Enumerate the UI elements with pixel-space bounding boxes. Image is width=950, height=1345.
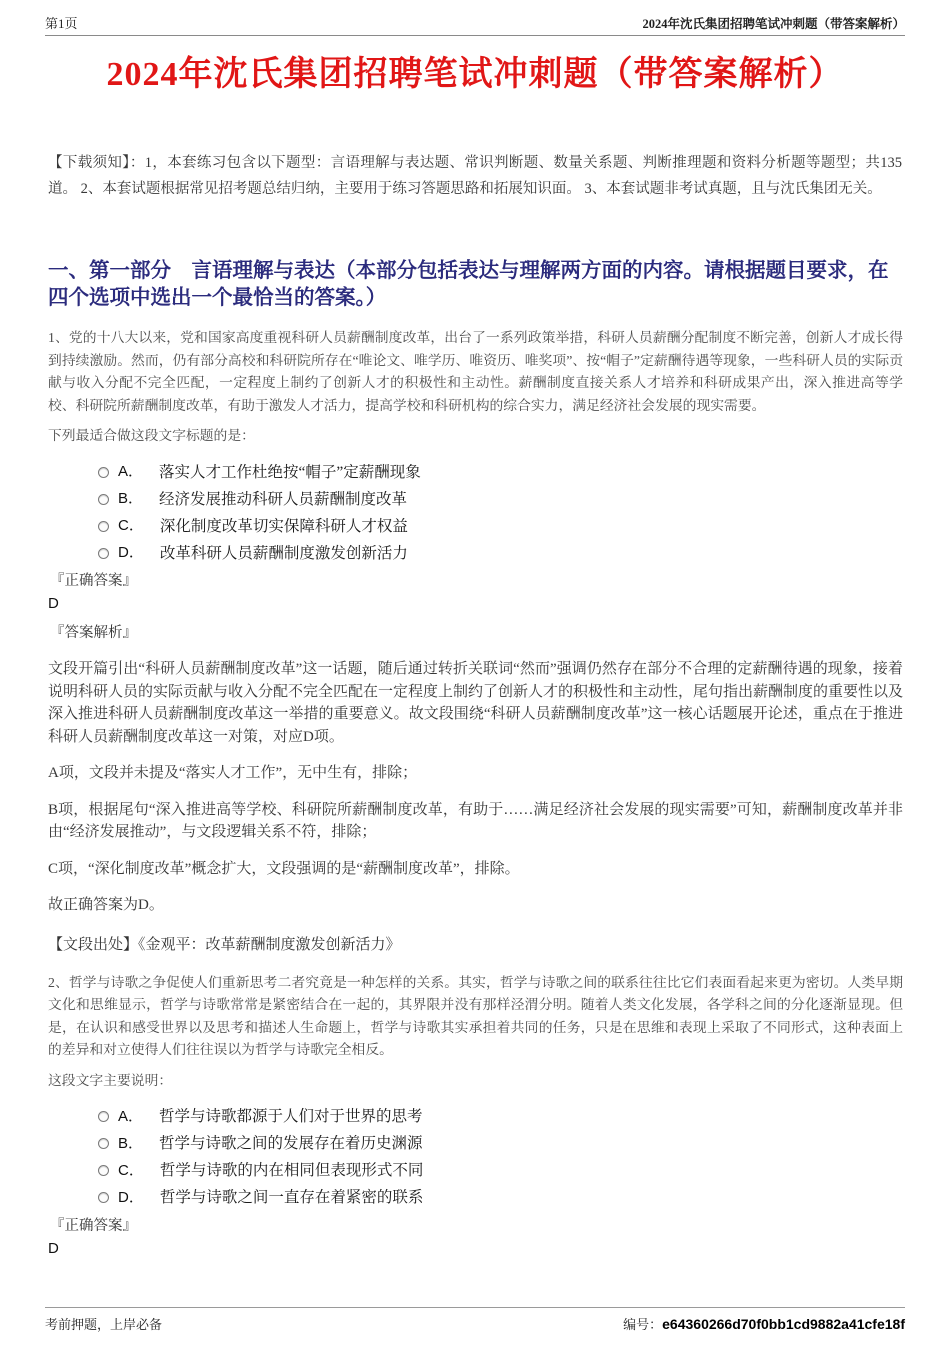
correct-answer-value: D xyxy=(48,1239,59,1257)
page-header xyxy=(45,13,905,36)
question-2-option-b[interactable] xyxy=(98,1129,950,1156)
correct-answer-label: 『正确答案』 xyxy=(50,573,137,589)
option-text: 哲学与诗歌之间一直存在着紧密的联系 xyxy=(159,1189,424,1206)
passage-source: 【文段出处】《金观平：改革薪酬制度激发创新活力》 xyxy=(48,936,401,953)
option-text: 哲学与诗歌之间的发展存在着历史渊源 xyxy=(159,1135,423,1152)
option-letter: B． xyxy=(118,490,144,507)
radio-button-icon[interactable] xyxy=(98,1192,109,1203)
question-1-options xyxy=(98,457,950,565)
download-notice: 【下载须知】：1，本套练习包含以下题型：言语理解与表达题、常识判断题、数量关系题、判断推理题和资料分析题等题型；共135道。 2、本套试题根据常见招考题总结归纳，主要用于练习答题思路和拓展知识面。 3、本套试题非考试真题，且与沈氏集团无关。 xyxy=(48,155,902,197)
question-2-option-c[interactable] xyxy=(98,1156,950,1183)
question-1-body: 1、党的十八大以来，党和国家高度重视科研人员薪酬制度改革，出台了一系列政策举措，科研人员薪酬分配制度不断完善，创新人才成长得到持续激励。然而，仍有部分高校和科研院所存在“唯论文、唯学历、唯资历、唯奖项”、按“帽子”定薪酬待遇等现象，一些科研人员的实际贡献与收入分配不完全匹配，一定程度上制约了创新人才的积极性和主动性。薪酬制度直接关系人才培养和科研成果产出，深入推进高等学校、科研院所薪酬制度改革，有助于激发人才活力，提高学校和科研机构的综合实力，满足经济社会发展的现实需要。 xyxy=(48,330,903,413)
option-text: 深化制度改革切实保障科研人才权益 xyxy=(159,517,408,535)
footer-slogan: 考前押题，上岸必备 xyxy=(45,1317,163,1332)
option-letter: C． xyxy=(118,1161,144,1179)
question-2-body: 2、哲学与诗歌之争促使人们重新思考二者究竟是一种怎样的关系。其实，哲学与诗歌之间的联系往往比它们表面看起来更为密切。人类早期文化和思维显示，哲学与诗歌常常是紧密结合在一起的，其界限并没有那样泾渭分明。随着人类文化发展，各学科之间的分化逐渐显现。但是，在认识和感受世界以及思考和描述人生命题上，哲学与诗歌其实承担着共同的任务，只是在思维和表现上采取了不同形式，这种表面上的差异和对立使得人们往往误以为哲学与诗歌完全相反。 xyxy=(48,974,903,1057)
question-2-stem: 这段文字主要说明： xyxy=(48,1072,173,1088)
option-text: 哲学与诗歌都源于人们对于世界的思考 xyxy=(159,1108,423,1125)
option-letter: A． xyxy=(118,1107,144,1125)
question-1-stem: 下列最适合做这段文字标题的是： xyxy=(48,428,255,443)
option-letter: C． xyxy=(118,517,144,534)
radio-button-icon[interactable] xyxy=(98,467,109,478)
correct-answer-value: D xyxy=(48,595,59,612)
question-2-options xyxy=(98,1102,950,1210)
section-heading: 一、第一部分 言语理解与表达（本部分包括表达与理解两方面的内容。请根据题目要求，在四个选项中选出一个最恰当的答案。） xyxy=(48,260,889,309)
header-doc-title: 2024年沈氏集团招聘笔试冲刺题（带答案解析） xyxy=(642,17,905,31)
option-text: 改革科研人员薪酬制度激发创新活力 xyxy=(159,544,408,562)
question-1-option-c[interactable] xyxy=(98,511,950,538)
footer-serial xyxy=(623,1314,905,1333)
option-letter: B． xyxy=(118,1134,144,1152)
footer-serial-label: 编号： xyxy=(623,1317,663,1332)
analysis-paragraph: A项，文段并未提及“落实人才工作”，无中生有，排除； xyxy=(48,765,418,781)
option-letter: D． xyxy=(118,1188,144,1206)
question-2-option-d[interactable] xyxy=(98,1183,950,1210)
option-letter: A． xyxy=(118,463,144,480)
analysis-paragraph: 文段开篇引出“科研人员薪酬制度改革”这一话题，随后通过转折关联词“然而”强调仍然存在部分不合理的定薪酬待遇的现象，接着说明科研人员的实际贡献与收入分配不完全匹配在一定程度上制约了创新人才的积极性和主动性，尾句指出薪酬制度的重要性以及深入推进科研人员薪酬制度改革这一举措的重要意义。故文段围绕“科研人员薪酬制度改革”这一核心话题展开论述，重点在于推进科研人员薪酬制度改革这一对策，对应D项。 xyxy=(48,661,904,745)
question-1 xyxy=(0,327,950,956)
footer-serial-code: e64360266d70f0bb1cd9882a41cfe18f xyxy=(662,1316,905,1332)
question-2 xyxy=(0,972,950,1259)
radio-button-icon[interactable] xyxy=(98,1165,109,1176)
option-letter: D． xyxy=(118,544,144,561)
page-footer xyxy=(45,1307,905,1333)
analysis-paragraph: C项，“深化制度改革”概念扩大，文段强调的是“薪酬制度改革”，排除。 xyxy=(48,860,520,877)
radio-button-icon[interactable] xyxy=(98,521,109,532)
question-1-option-a[interactable] xyxy=(98,457,950,484)
page-number: 第1页 xyxy=(45,16,78,31)
question-2-option-a[interactable] xyxy=(98,1102,950,1129)
option-text: 落实人才工作杜绝按“帽子”定薪酬现象 xyxy=(159,463,421,481)
question-1-option-b[interactable] xyxy=(98,484,950,511)
option-text: 哲学与诗歌的内在相同但表现形式不同 xyxy=(159,1162,424,1179)
radio-button-icon[interactable] xyxy=(98,548,109,559)
option-text: 经济发展推动科研人员薪酬制度改革 xyxy=(159,490,408,508)
analysis-conclusion: 故正确答案为D。 xyxy=(48,897,164,913)
document-title: 2024年沈氏集团招聘笔试冲刺题（带答案解析） xyxy=(106,56,844,93)
question-1-option-d[interactable] xyxy=(98,538,950,565)
radio-button-icon[interactable] xyxy=(98,1111,109,1122)
correct-answer-label: 『正确答案』 xyxy=(50,1217,137,1234)
radio-button-icon[interactable] xyxy=(98,1138,109,1149)
analysis-label: 『答案解析』 xyxy=(50,625,137,641)
analysis-paragraph: B项，根据尾句“深入推进高等学校、科研院所薪酬制度改革，有助于……满足经济社会发展的现实需要”可知，薪酬制度改革并非由“经济发展推动”，与文段逻辑关系不符，排除； xyxy=(48,801,903,840)
radio-button-icon[interactable] xyxy=(98,494,109,505)
